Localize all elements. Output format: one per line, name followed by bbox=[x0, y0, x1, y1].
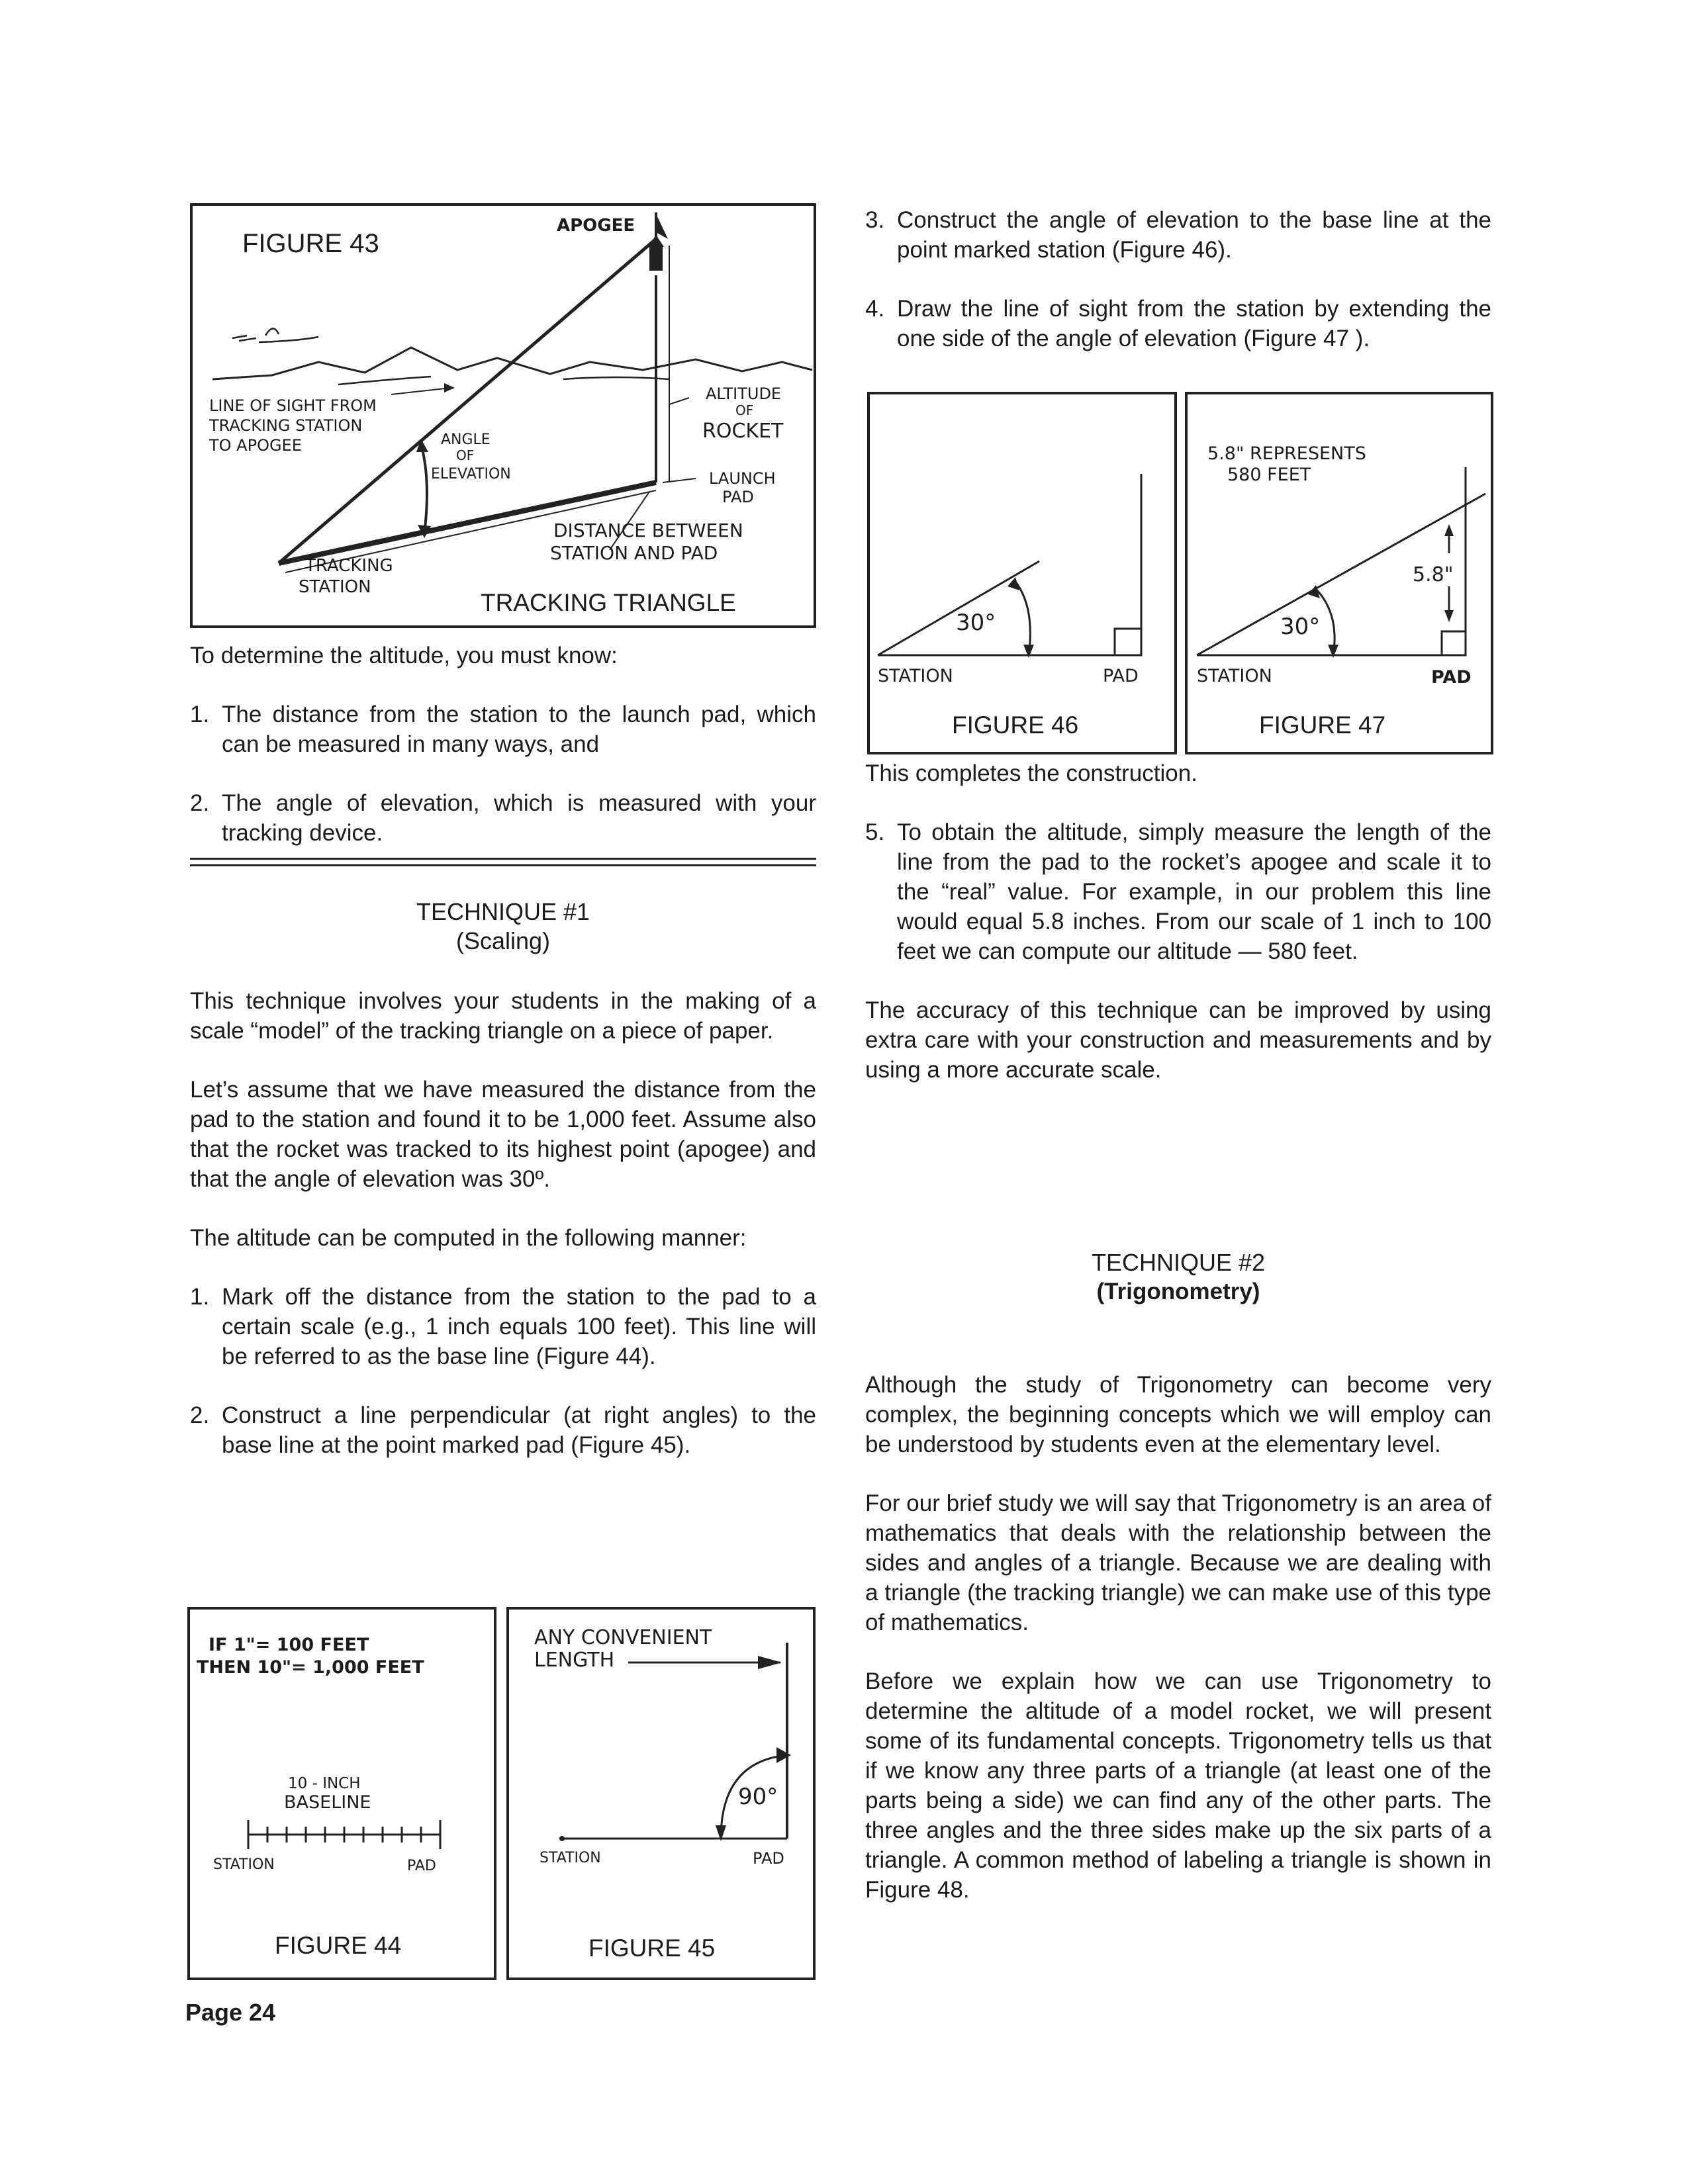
figure-43-label: FIGURE 43 bbox=[242, 229, 379, 258]
figure-46 bbox=[867, 392, 1177, 754]
figure-47 bbox=[1185, 392, 1493, 754]
line-of-sight-diagram bbox=[1188, 394, 1491, 752]
figure-43-caption: TRACKING TRIANGLE bbox=[481, 589, 736, 616]
elevation-line bbox=[878, 561, 1039, 655]
list-item: 4. Draw the line of sight from the station by extending the one side of the angle of elevation (Figure 47 ). bbox=[865, 296, 1491, 351]
technique-2-heading bbox=[865, 1248, 1491, 1306]
perpendicular-diagram bbox=[509, 1610, 813, 1978]
right-column-top bbox=[865, 205, 1491, 353]
ten-inch-baseline bbox=[248, 1820, 440, 1849]
bird-doodle bbox=[232, 336, 256, 341]
station-label: STATION bbox=[878, 666, 953, 686]
station-label: STATION bbox=[213, 1856, 275, 1873]
technique-1-heading bbox=[190, 897, 816, 956]
length-label-2: LENGTH bbox=[534, 1649, 615, 1672]
pad-label-2: PAD bbox=[722, 488, 754, 506]
scale-line-2: THEN 10"= 1,000 FEET bbox=[197, 1657, 424, 1678]
right-column-bottom bbox=[865, 1370, 1491, 1905]
pad-label: PAD bbox=[1103, 666, 1139, 686]
pad-label: PAD bbox=[753, 1849, 784, 1868]
pad-label: PAD bbox=[407, 1858, 436, 1874]
baseline-diagram bbox=[190, 1610, 494, 1978]
length-label-1: ANY CONVENIENT bbox=[534, 1626, 712, 1649]
right-angle-mark bbox=[1442, 631, 1466, 655]
baseline-label-2: BASELINE bbox=[284, 1792, 371, 1813]
angle-label-3: ELEVATION bbox=[431, 466, 511, 482]
baseline-label-1: 10 - INCH bbox=[288, 1775, 361, 1792]
scale-line-1: IF 1"= 100 FEET bbox=[209, 1635, 369, 1655]
los-label-3: TO APOGEE bbox=[209, 436, 302, 455]
angle-label: 30° bbox=[956, 610, 996, 636]
paragraph: This technique involves your students in the making of a scale “model” of the tracking triangle on a piece of paper. bbox=[190, 988, 816, 1044]
los-label-1: LINE OF SIGHT FROM bbox=[209, 396, 377, 415]
list-item: 3. Construct the angle of elevation to the base line at the point marked station (Figure 46). bbox=[865, 207, 1491, 263]
angle-arc bbox=[421, 444, 427, 533]
paragraph: The accuracy of this technique can be improved by using extra care with your construction and measurements and by using a more accurate scale. bbox=[865, 997, 1491, 1083]
pad-label-1: LAUNCH bbox=[709, 469, 776, 488]
paragraph: Although the study of Trigonometry can become very complex, the beginning concepts which we will employ can be understood by students even at the elementary level. bbox=[865, 1372, 1491, 1457]
page-number: Page 24 bbox=[185, 1999, 276, 2026]
section-divider bbox=[190, 858, 816, 860]
altitude-label-3: ROCKET bbox=[702, 420, 784, 443]
list-item: 2. Construct a line perpendicular (at right angles) to the base line at the point marked pad (Figure 45). bbox=[190, 1402, 816, 1458]
paragraph: Let’s assume that we have measured the distance from the pad to the station and found it to be 1,000 feet. Assume also that the rocket was tracked to its highest point (apogee) and that the angle of elevation was 30º. bbox=[190, 1077, 816, 1192]
altitude-intro: To determine the altitude, you must know: bbox=[190, 643, 618, 668]
angle-construction-diagram bbox=[870, 394, 1174, 752]
scale-note-1: 5.8" REPRESENTS bbox=[1207, 443, 1366, 464]
station-label: STATION bbox=[1197, 666, 1272, 686]
list-item: 1. Mark off the distance from the station to the pad to a certain scale (e.g., 1 inch equals 100 feet). This line will be referred to as the base line (Figure 44). bbox=[190, 1284, 816, 1369]
pad-label: PAD bbox=[1431, 667, 1472, 688]
length-label: 5.8" bbox=[1413, 563, 1454, 586]
scale-note-2: 580 FEET bbox=[1227, 465, 1311, 485]
list-item: 2. The angle of elevation, which is measured with your tracking device. bbox=[190, 790, 816, 846]
angle-label: 90° bbox=[738, 1784, 778, 1810]
angle-label-1: ANGLE bbox=[441, 432, 491, 448]
station-label-2: STATION bbox=[299, 577, 371, 597]
figure-44-caption: FIGURE 44 bbox=[275, 1932, 402, 1959]
figure-45 bbox=[506, 1607, 816, 1980]
technique-1-title: TECHNIQUE #1 bbox=[416, 898, 590, 925]
list-item: 1. The distance from the station to the launch pad, which can be measured in many ways, and bbox=[190, 702, 816, 757]
station-label-1: TRACKING bbox=[305, 556, 393, 576]
figure-47-caption: FIGURE 47 bbox=[1259, 711, 1386, 739]
altitude-label-2: OF bbox=[735, 402, 754, 418]
rocket-icon bbox=[649, 246, 663, 271]
apogee-label: APOGEE bbox=[557, 216, 635, 236]
distance-label-1: DISTANCE BETWEEN bbox=[553, 520, 743, 541]
construction-complete: This completes the construction. bbox=[865, 760, 1197, 786]
angle-label: 30° bbox=[1280, 614, 1321, 640]
left-body bbox=[190, 986, 816, 1460]
technique-2-title: TECHNIQUE #2 bbox=[1091, 1249, 1266, 1276]
angle-label-2: OF bbox=[456, 447, 475, 463]
right-angle-mark bbox=[1115, 629, 1141, 655]
los-label-2: TRACKING STATION bbox=[209, 416, 363, 435]
left-column bbox=[190, 641, 816, 848]
figure-44 bbox=[187, 1607, 496, 1980]
paragraph: The altitude can be computed in the following manner: bbox=[190, 1225, 747, 1251]
angle-arc bbox=[1014, 580, 1030, 655]
figure-46-caption: FIGURE 46 bbox=[952, 711, 1079, 739]
list-item: 5. To obtain the altitude, simply measure the length of the line from the pad to the rocket’s apogee and scale it to the “real” value. For example, in our problem this line would equal 5.8 inches. From our scale of 1 inch to 100 feet we can compute our altitude — 580 feet. bbox=[865, 819, 1491, 964]
paragraph: Before we explain how we can use Trigonometry to determine the altitude of a model rocket, we will present some of its fundamental concepts. Trigonometry tells us that if we know any three parts of a triangle (at least one of the parts being a side) we can find any of the other parts. The three angles and the three sides make up the six parts of a triangle. A common method of labeling a triangle is shown in Figure 48. bbox=[865, 1668, 1491, 1903]
paragraph: For our brief study we will say that Trigonometry is an area of mathematics that deals with the relationship between the sides and angles of a triangle. Because we are dealing with a triangle (the tracking triangle) we can make use of this type of mathematics. bbox=[865, 1490, 1491, 1635]
figure-45-caption: FIGURE 45 bbox=[588, 1934, 716, 1962]
right-column-middle bbox=[865, 758, 1491, 1085]
tracking-triangle-diagram bbox=[193, 206, 814, 625]
figure-43 bbox=[190, 203, 816, 628]
altitude-label-1: ALTITUDE bbox=[706, 385, 782, 403]
technique-2-subtitle: (Trigonometry) bbox=[1096, 1279, 1260, 1304]
technique-1-subtitle: (Scaling) bbox=[455, 927, 551, 954]
station-label: STATION bbox=[539, 1850, 601, 1866]
distance-label-2: STATION AND PAD bbox=[550, 542, 718, 564]
